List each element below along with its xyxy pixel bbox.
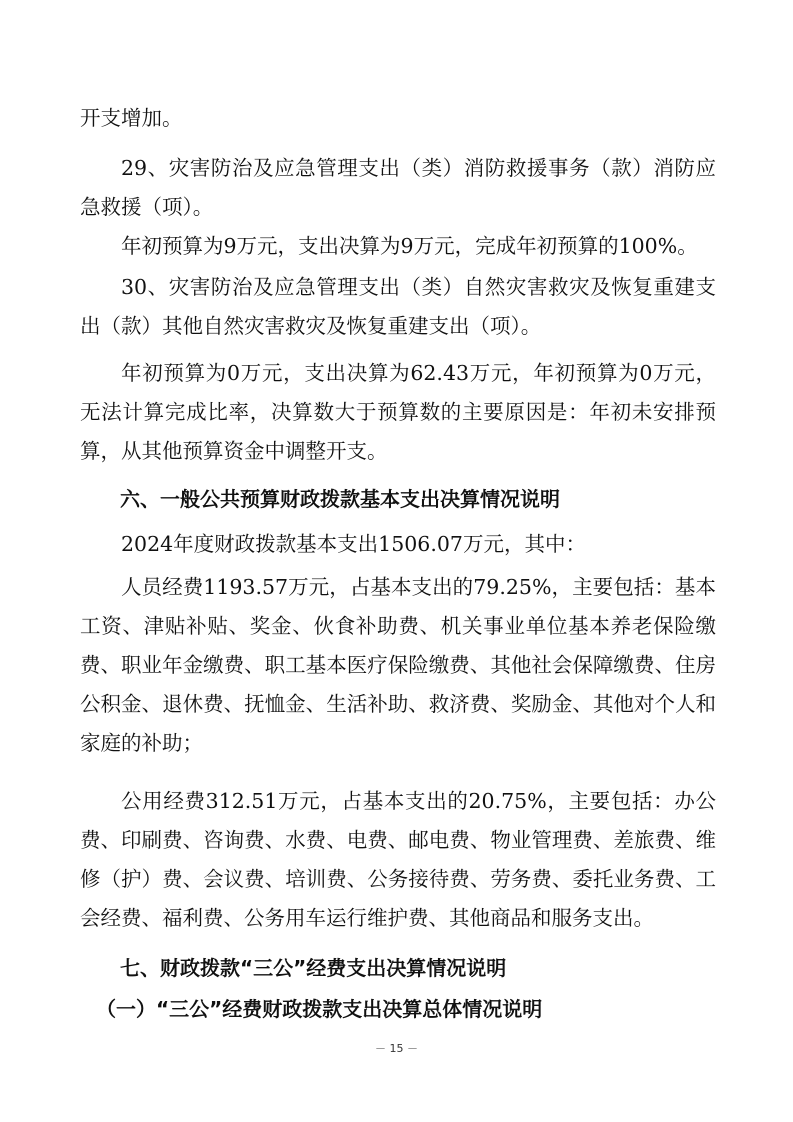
- section-6-intro: 2024年度财政拨款基本支出1506.07万元，其中：: [121, 532, 586, 556]
- paragraph-continuation: 开支增加。: [80, 106, 183, 130]
- section-6-public-expenses: 公用经费312.51万元，占基本支出的20.75%，主要包括：办公费、印刷费、咨询费、水费、电费、邮电费、物业管理费、差旅费、维修（护）费、会议费、培训费、公务接待费、劳务费、委托业务费、工会经费、福利费、公务用车运行维护费、其他商品和服务支出。: [80, 789, 716, 930]
- section-7-heading: 七、财政拨款“三公”经费支出决算情况说明: [120, 956, 507, 980]
- page-number: － 15 －: [375, 1042, 418, 1055]
- item-29-body: 年初预算为9万元，支出决算为9万元，完成年初预算的100%。: [121, 234, 698, 258]
- section-6-heading: 六、一般公共预算财政拨款基本支出决算情况说明: [120, 487, 560, 511]
- item-30-body: 年初预算为0万元，支出决算为62.43万元，年初预算为0万元，无法计算完成比率，决算数大于预算数的主要原因是：年初未安排预算，从其他预算资金中调整开支。: [80, 361, 716, 463]
- item-29-title: 29、灾害防治及应急管理支出（类）消防救援事务（款）消防应急救援（项）。: [80, 156, 716, 219]
- item-30-title: 30、灾害防治及应急管理支出（类）自然灾害救灾及恢复重建支出（款）其他自然灾害救灾及恢复重建支出（项）。: [80, 275, 716, 338]
- section-6-personnel-expenses: 人员经费1193.57万元，占基本支出的79.25%，主要包括：基本工资、津贴补贴、奖金、伙食补助费、机关事业单位基本养老保险缴费、职业年金缴费、职工基本医疗保险缴费、其他社会保障缴费、住房公积金、退休费、抚恤金、生活补助、救济费、奖励金、其他对个人和家庭的补助；: [80, 575, 716, 755]
- section-7-1-heading: （一）“三公”经费财政拨款支出决算总体情况说明: [96, 997, 543, 1021]
